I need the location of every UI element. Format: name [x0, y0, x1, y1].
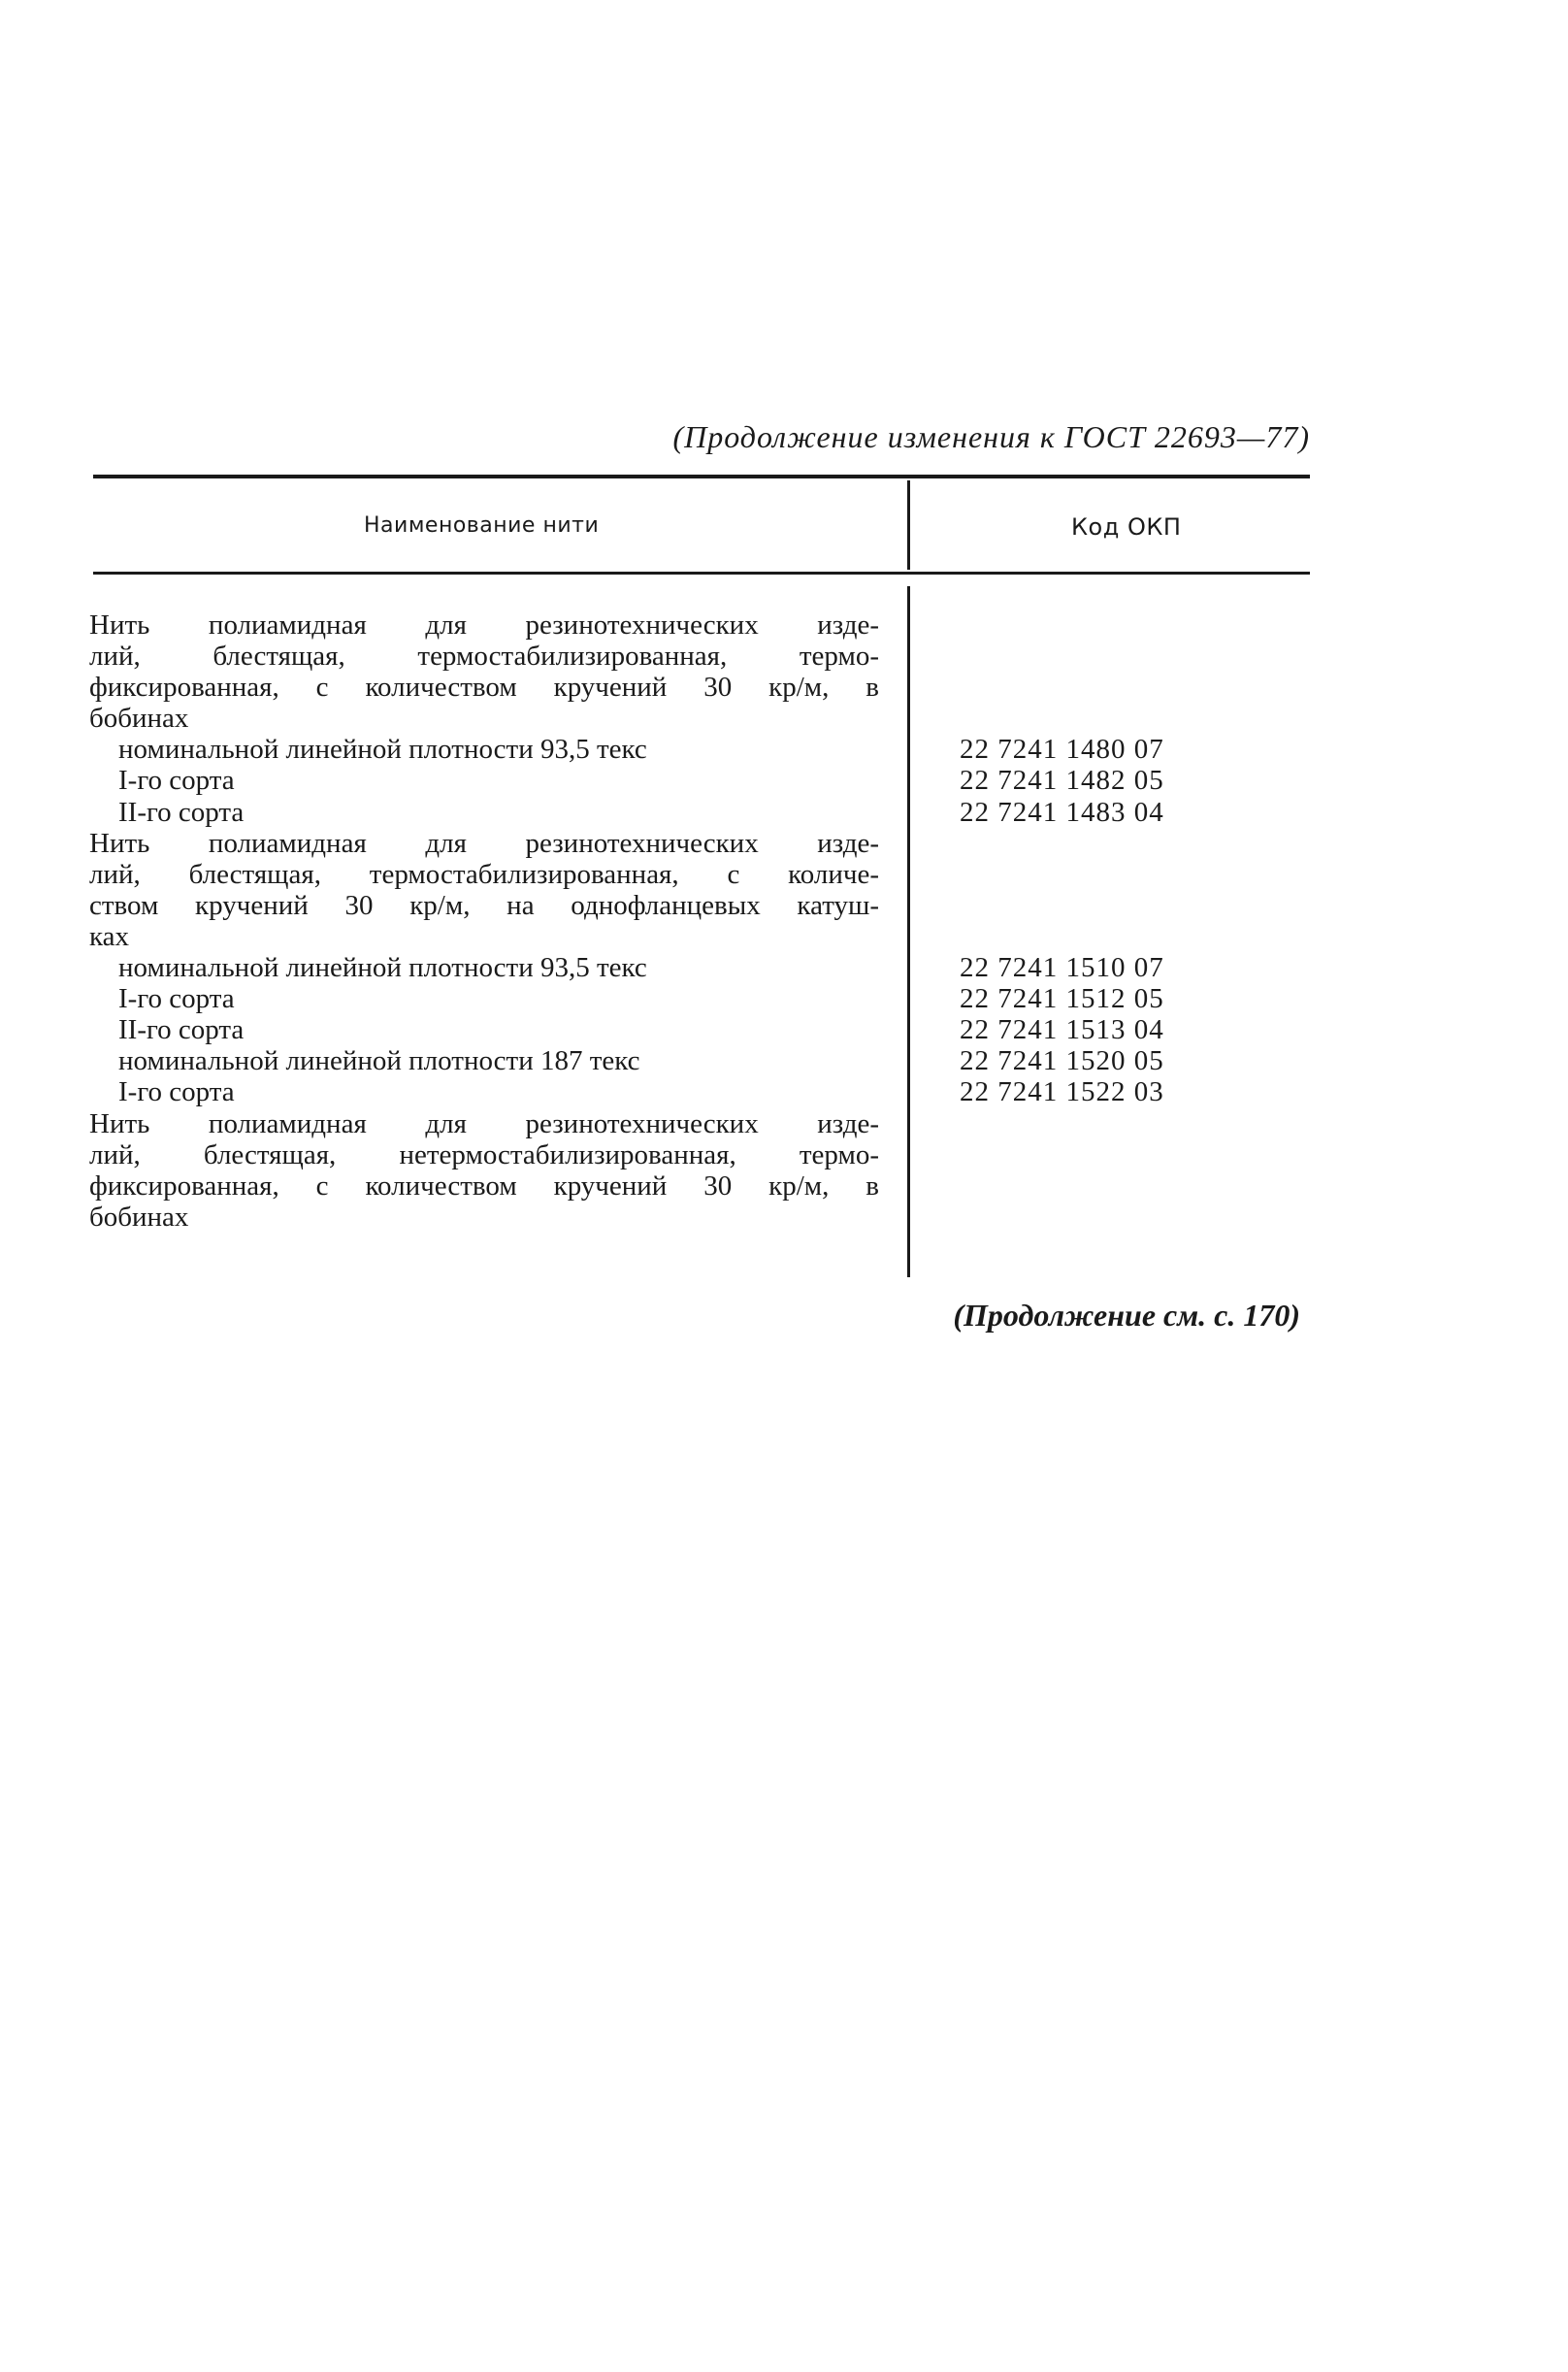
table-row [0, 734, 1568, 765]
table-row [0, 1108, 1568, 1139]
column-header-code: Код ОКП [1071, 513, 1182, 541]
column-divider-header [907, 480, 910, 570]
row-thread-name: фиксированная, с количеством кручений 30 кр/м, в [89, 1170, 879, 1202]
row-thread-name: лий, блестящая, нетермостабилизированная, термо- [89, 1138, 879, 1170]
row-okp-code: 22 7241 1510 07 [960, 952, 1164, 984]
row-okp-code: 22 7241 1483 04 [960, 796, 1164, 828]
table-row [0, 983, 1568, 1014]
row-okp-code: 22 7241 1513 04 [960, 1014, 1164, 1046]
table-row [0, 890, 1568, 921]
table-row [0, 1014, 1568, 1045]
row-thread-name: лий, блестящая, термостабилизированная, с количе- [89, 858, 879, 890]
row-thread-name: ством кручений 30 кр/м, на однофланцевых катуш- [89, 889, 879, 921]
table-row [0, 952, 1568, 983]
row-thread-name: бобинах [89, 1201, 189, 1233]
row-thread-name: ках [89, 920, 130, 952]
table-row [0, 1139, 1568, 1170]
row-thread-name: лий, блестящая, термостабилизированная, термо- [89, 641, 879, 673]
row-thread-name: I-го сорта [118, 1076, 235, 1108]
row-thread-name: номинальной линейной плотности 93,5 текс [118, 952, 647, 984]
row-okp-code: 22 7241 1512 05 [960, 983, 1164, 1015]
column-header-name: Наименование нити [364, 513, 600, 538]
table-row [0, 641, 1568, 672]
row-thread-name: Нить полиамидная для резинотехнических изде- [89, 609, 879, 641]
table-row [0, 797, 1568, 828]
table-row [0, 609, 1568, 641]
continuation-header: (Продолжение изменения к ГОСТ 22693—77) [672, 419, 1310, 454]
row-okp-code: 22 7241 1482 05 [960, 765, 1164, 797]
table-top-rule [93, 475, 1310, 478]
row-thread-name: номинальной линейной плотности 187 текс [118, 1045, 640, 1077]
row-okp-code: 22 7241 1480 07 [960, 734, 1164, 766]
row-thread-name: фиксированная, с количеством кручений 30 кр/м, в [89, 672, 879, 704]
row-thread-name: I-го сорта [118, 983, 235, 1015]
row-thread-name: Нить полиамидная для резинотехнических изде- [89, 1107, 879, 1139]
table-header-rule [93, 572, 1310, 575]
table-row [0, 828, 1568, 859]
row-okp-code: 22 7241 1522 03 [960, 1076, 1164, 1108]
table-row [0, 1170, 1568, 1202]
table-body [0, 609, 1568, 1233]
table-row [0, 703, 1568, 734]
row-okp-code: 22 7241 1520 05 [960, 1045, 1164, 1077]
table-row [0, 1045, 1568, 1076]
table-row [0, 672, 1568, 703]
table-row [0, 859, 1568, 890]
table-row [0, 1076, 1568, 1107]
continuation-footer: (Продолжение см. с. 170) [953, 1298, 1300, 1333]
table-row [0, 921, 1568, 952]
table-row [0, 1202, 1568, 1233]
row-thread-name: номинальной линейной плотности 93,5 текс [118, 734, 647, 766]
table-row [0, 765, 1568, 796]
row-thread-name: бобинах [89, 703, 189, 735]
row-thread-name: II-го сорта [118, 796, 245, 828]
row-thread-name: Нить полиамидная для резинотехнических изде- [89, 827, 879, 859]
row-thread-name: I-го сорта [118, 765, 235, 797]
row-thread-name: II-го сорта [118, 1014, 245, 1046]
